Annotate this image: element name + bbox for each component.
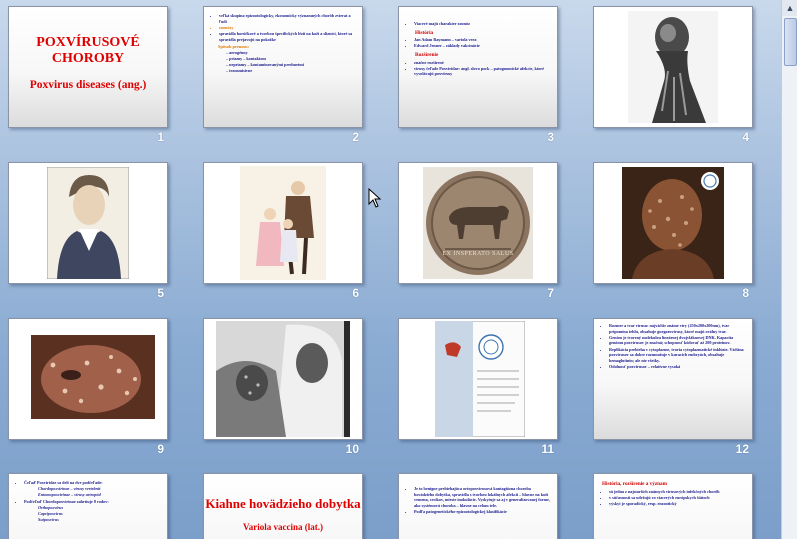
slide-6-canvas [203,162,363,284]
sub-bullet: – aerogénny [226,49,248,55]
sub-bullet: – transmisívne [226,68,253,74]
slide-thumbnail-14[interactable] [203,473,363,539]
slide-thumbnail-7[interactable] [398,162,558,300]
sub-bullet: Entomopoxvirinae – vírusy artropód [38,492,101,498]
scroll-thumb[interactable] [784,18,797,66]
slide-number: 7 [547,286,554,300]
sub-bullet: Capripoxvirus [38,510,63,516]
smallpox-face-photo [31,335,155,419]
slide-4-canvas [593,6,753,128]
slide-8-canvas [593,162,753,284]
portrait-engraving [47,167,129,279]
slide-thumbnail-1[interactable] [8,6,168,144]
slide-number: 9 [157,442,164,456]
slide-number: 5 [157,286,164,300]
bullet: • Je to benígne prebiehajúca ortopoxvírusová kontagiózna choroba hovädzieho dobytka, spravidla s tvorbou lokálnych afekcií – hlavne na koži vemena, cecíkov, mieste inokulácie. Vyskytuje sa aj v generalizovanej forme, ako systémová choroba – hlavne na celom tele. [414,486,551,508]
slide-number: 10 [345,442,359,456]
slide-number: 3 [547,130,554,144]
section-heading: Spôsob prenosu: [218,44,250,50]
slide-thumbnail-4[interactable] [593,6,753,144]
bullet: • značne rozšírené [414,60,551,66]
mouse-cursor-icon [368,188,382,208]
sub-bullet: Suipoxvirus [38,517,59,523]
slide-thumbnail-10[interactable] [203,318,363,456]
sub-bullet: – priamy – kontaktom [226,55,266,61]
slide-number: 8 [742,286,749,300]
slide-thumbnail-5[interactable] [8,162,168,300]
slide-number: 4 [742,130,749,144]
bullet: • sú jedna z najstarších známych vírusových infekčných chorôb [609,489,746,495]
section-heading: História, rozšírenie a význam [602,481,667,487]
scroll-up-icon[interactable]: ▲ [782,0,797,16]
slide-number: 2 [352,130,359,144]
slide-1-subtitle: Poxvirus diseases (ang.) [29,79,147,91]
slide-thumbnail-11[interactable] [398,318,558,456]
slide-thumbnail-6[interactable] [203,162,363,300]
slide-thumbnail-12[interactable] [593,318,753,456]
bullet: • Replikácia prebieha v cytoplazme, tvoria cytoplazmatické inklúzie. Väčšina poxvírusov sa dobre rozmnožuje v kuracích embryách, obsahuje hemaglutinín; ale nie všetky. [609,347,746,364]
coin-cow-image [423,167,533,279]
bullet: • Rozmer a tvar vírusu: najväčšie známe víry (250x200x200nm), tvar pripomína tehlu, obsahuje gurgarovírusy, ktoré majú oválny tvar. [609,323,746,334]
vertical-scrollbar[interactable] [781,0,797,539]
slide-15-canvas [398,473,558,539]
slide-16-canvas [593,473,753,539]
mother-child-photo [216,321,350,437]
section-heading: História [415,29,434,36]
sub-bullet: Chordopoxvirinae – vírusy vertebrát [38,486,101,492]
section-heading: Rozšírenie [415,51,439,58]
vaccination-painting [240,166,326,280]
bullet: • virusy čeľade Poxviridae: angl. slovo pock – patognomické afekcie, ktoré vyvolávajú poxvírusy [414,66,551,77]
who-certificate-image [435,321,525,437]
slide-14-canvas [203,473,363,539]
slide-number: 6 [352,286,359,300]
slide-thumbnail-13[interactable] [8,473,168,539]
slide-number: 11 [541,442,554,456]
slide-thumbnail-15[interactable] [398,473,558,539]
slide-13-canvas [8,473,168,539]
slide-thumbnail-16[interactable] [593,473,753,539]
bullet: • Viaceré majú charakter zoonóz [414,21,551,27]
slide-10-canvas [203,318,363,440]
slide-1-canvas [8,6,168,128]
slide-3-canvas [398,6,558,128]
slide-thumbnail-3[interactable] [398,6,558,144]
slide-number: 1 [157,130,164,144]
slide-2-canvas [203,6,363,128]
slide-12-canvas [593,318,753,440]
coin-inscription: EX INSPERATO SALUS [442,251,514,257]
slide-number: 12 [735,442,749,456]
bullet: • výskyt je sporadický, resp. enzootický [609,501,746,507]
sub-bullet: Orthopoxvirus [38,504,64,510]
slide-5-canvas [8,162,168,284]
bullet: • spravidla horúčkové a tvorbou špecifických lézií na koži a sliznici, ktoré sa spravidla prejavujú na pokožke [219,31,356,42]
slide-thumbnail-9[interactable] [8,318,168,456]
slide-7-canvas [398,162,558,284]
slide-1-title: POXVÍRUSOVÉ CHOROBY [36,35,140,66]
child-smallpox-photo [622,167,724,279]
slide-thumbnail-2[interactable] [203,6,363,144]
bullet: • Čeľaď Poxviridae sa delí na dve podčeľade: [24,480,161,486]
bullet: • Edward Jenner – základy vakcinácie [414,43,551,49]
slide-11-canvas [398,318,558,440]
bullet: • Podčeľaď Chordopoxvirinae zahrňuje 8 rodov: [24,499,161,505]
bullet: • Podľa patogenetického-epizootologickej klasifikácie [414,509,551,515]
slide-9-canvas [8,318,168,440]
bullet: • Genóm je tvorený molekulou lineárnej dvojvláknovej DNK. Kapacita genómu poxvírusov je značná; schopnosť kódovať až 200 proteínov. [609,335,746,346]
bullet: • v súčasnosti sa udržujú vo viacerých európskych štátoch [609,495,746,501]
bullet: • zoonózy [219,25,356,31]
slide-thumbnail-8[interactable] [593,162,753,300]
sub-bullet: – nepriamy – kontaminovanými predmetmi [226,62,304,68]
bullet: • veľká skupina epizootologicky, ekonomicky významných chorôb zvierat a ľudí [219,13,356,24]
slide-14-subtitle: Variola vaccina (lat.) [243,522,323,532]
bullet: • Odolnosť poxvírusov – relatívne vysoká [609,364,746,370]
mummy-photo [628,11,718,123]
bullet: • Jan Adam Raymann – variola vera [414,37,551,43]
slide-14-title: Kiahne hovädzieho dobytka [205,496,361,511]
